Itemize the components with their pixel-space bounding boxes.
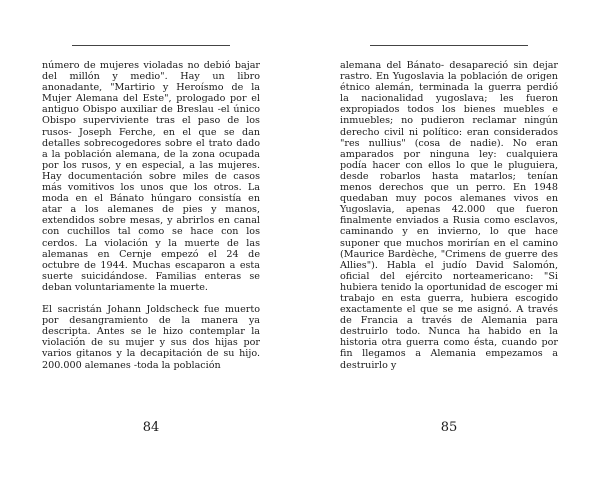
left-page xyxy=(42,0,260,485)
page-body xyxy=(42,60,260,371)
paragraph: alemana del Bánato- desapareció sin dejar rastro. En Yugoslavia la población de origen étnico alemán, terminada la guerra perdió la nacionalidad yugoslava; les fueron expropiados todos los bienes muebles e inmuebles; no pudieron reclamar ningún derecho civil ni político: eran considerados "res nullius" (cosa de nadie). No eran amparados por ninguna ley: cualquiera podía hacer con ellos lo que le pluguiera, desde robarlos hasta matarlos; tenían menos derechos que un perro. En 1948 quedaban muy pocos alemanes vivos en Yugoslavia, apenas 42.000 que fueron finalmente enviados a Rusia como esclavos, caminando y en invierno, lo que hace suponer que muchos morirían en el camino (Maurice Bardèche, "Crimens de guerre des Allies"). Habla el judío David Salomón, oficial del ejército norteamericano: "Si hubiera tenido la oportunidad de escoger mi trabajo en esta guerra, hubiera escogido exactamente el que se me asignó. A través de Francia a través de Alemania para destruirlo todo. Nunca ha habido en la historia otra guerra como ésta, cuando por fin llegamos a Alemania empezamos a destruirlo y xyxy=(340,60,558,371)
page-number: 85 xyxy=(440,420,458,435)
paragraph: número de mujeres violadas no debió bajar del millón y medio". Hay un libro anonadante, "Martirio y Heroísmo de la Mujer Alemana del Este", prologado por el antiguo Obispo auxiliar de Breslau -el único Obispo superviviente tras el paso de los rusos- Joseph Ferche, en el que se dan detalles sobrecogedores sobre el trato dado a la población alemana, de la zona ocupada por los rusos, y en especial, a las mujeres. Hay documentación sobre miles de casos más vomitivos los unos que los otros. La moda en el Bánato húngaro consistía en atar a los alemanes de pies y manos, extendidos sobre mesas, y abrirlos en canal con cuchillos tal como se hace con los cerdos. La violación y la muerte de las alemanas en Cernje empezó el 24 de octubre de 1944. Muchas escaparon a esta suerte suicidándose. Familias enteras se deban voluntariamente la muerte. xyxy=(42,60,260,293)
page-number: 84 xyxy=(142,420,160,435)
right-page xyxy=(340,0,558,485)
page-body xyxy=(340,60,558,371)
header-rule xyxy=(370,45,528,46)
paragraph: El sacristán Johann Joldscheck fue muerto por desangramiento de la manera ya descripta. Antes se le hizo contemplar la violación de su mujer y sus dos hijas por varios gitanos y la decapitación de su hijo. 200.000 alemanes -toda la población xyxy=(42,304,260,371)
header-rule xyxy=(72,45,230,46)
